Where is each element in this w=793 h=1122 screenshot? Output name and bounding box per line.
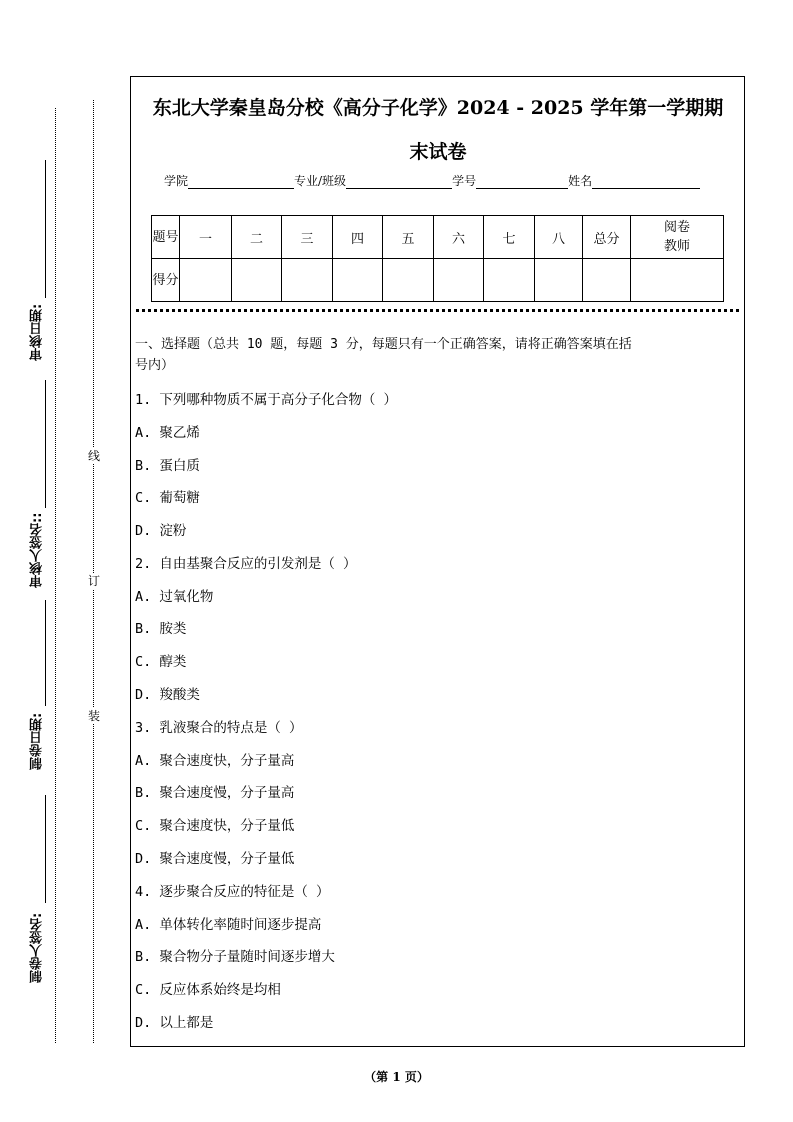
- major-label: 专业/班级: [294, 174, 347, 188]
- college-label: 学院: [164, 174, 189, 188]
- score-cell[interactable]: [434, 259, 484, 302]
- binding-mark-bind: 订: [87, 574, 100, 588]
- answer-option: A. 单体转化率随时间逐步提高: [135, 917, 322, 933]
- score-column-header: 三: [282, 216, 333, 259]
- grader-cell[interactable]: [631, 259, 724, 302]
- score-cell[interactable]: [282, 259, 333, 302]
- score-table-header-row: [152, 216, 724, 259]
- score-cell[interactable]: [535, 259, 583, 302]
- question-stem: 3. 乳液聚合的特点是（ ）: [135, 720, 303, 736]
- answer-option: B. 蛋白质: [135, 458, 200, 474]
- question-stem: 1. 下列哪种物质不属于高分子化合物（ ）: [135, 392, 398, 408]
- score-column-header: 二: [232, 216, 282, 259]
- answer-option: C. 聚合速度快，分子量低: [135, 818, 295, 834]
- answer-option: D. 羧酸类: [135, 687, 200, 703]
- student-id-label: 学号: [452, 174, 477, 188]
- make-date-label: 制卷日期:: [30, 712, 45, 770]
- section-heading: [135, 334, 739, 376]
- grader-label: 阅卷教师: [631, 216, 724, 259]
- page-number: （第 1 页）: [364, 1070, 429, 1084]
- exam-title-line1: 东北大学秦皇岛分校《高分子化学》2024 - 2025 学年第一学期期: [152, 97, 724, 119]
- reviewer-signature-line: [45, 380, 46, 508]
- score-column-header: 六: [434, 216, 484, 259]
- total-score-header: 总分: [583, 216, 631, 259]
- score-table-score-row: [152, 259, 724, 302]
- dotted-separator: [136, 309, 739, 312]
- score-cell[interactable]: [333, 259, 383, 302]
- question-stem: 4. 逐步聚合反应的特征是（ ）: [135, 884, 330, 900]
- answer-option: A. 聚乙烯: [135, 425, 200, 441]
- score-column-header: 一: [180, 216, 232, 259]
- exam-title: [133, 86, 743, 174]
- binding-mark-line: 线: [87, 449, 100, 463]
- answer-option: B. 胺类: [135, 621, 187, 637]
- score-column-header: 七: [484, 216, 535, 259]
- student-id-field[interactable]: [476, 174, 568, 189]
- answer-option: C. 葡萄糖: [135, 490, 200, 506]
- answer-option: A. 聚合速度快，分子量高: [135, 753, 295, 769]
- score-row-label: 得分: [152, 259, 180, 302]
- exam-title-line2: 末试卷: [409, 141, 467, 163]
- binding-mark-staple: 装: [87, 709, 100, 723]
- binding-dotted-line: [93, 100, 94, 1043]
- name-field[interactable]: [592, 174, 700, 189]
- name-label: 姓名: [568, 174, 593, 188]
- review-date-label: 审核日期:: [30, 303, 45, 361]
- score-column-header: 八: [535, 216, 583, 259]
- section-heading-line2: 号内）: [135, 358, 175, 373]
- answer-option: B. 聚合速度慢，分子量高: [135, 785, 295, 801]
- college-field[interactable]: [188, 174, 294, 189]
- answer-option: D. 以上都是: [135, 1015, 214, 1031]
- score-column-header: 五: [383, 216, 434, 259]
- reviewer-signature-label: 审核人签名::: [30, 512, 45, 588]
- score-cell[interactable]: [383, 259, 434, 302]
- maker-signature-line: [45, 795, 46, 903]
- score-cell[interactable]: [180, 259, 232, 302]
- answer-option: D. 聚合速度慢，分子量低: [135, 851, 295, 867]
- total-score-cell[interactable]: [583, 259, 631, 302]
- section-heading-line1: 一、选择题（总共 10 题，每题 3 分，每题只有一个正确答案，请将正确答案填在括: [135, 337, 632, 352]
- question-stem: 2. 自由基聚合反应的引发剂是（ ）: [135, 556, 357, 572]
- answer-option: A. 过氧化物: [135, 589, 214, 605]
- make-date-line: [45, 600, 46, 706]
- left-dotted-line: [55, 108, 56, 1043]
- review-date-line: [45, 160, 46, 298]
- score-table: [151, 215, 724, 302]
- score-column-header: 四: [333, 216, 383, 259]
- answer-option: C. 反应体系始终是均相: [135, 982, 281, 998]
- student-info-row: [164, 172, 700, 189]
- answer-option: C. 醇类: [135, 654, 187, 670]
- major-field[interactable]: [346, 174, 452, 189]
- score-cell[interactable]: [232, 259, 282, 302]
- answer-option: D. 淀粉: [135, 523, 187, 539]
- answer-option: B. 聚合物分子量随时间逐步增大: [135, 949, 335, 965]
- maker-signature-label: 制卷人签名:: [30, 912, 45, 984]
- question-number-label: 题号: [152, 216, 180, 259]
- score-cell[interactable]: [484, 259, 535, 302]
